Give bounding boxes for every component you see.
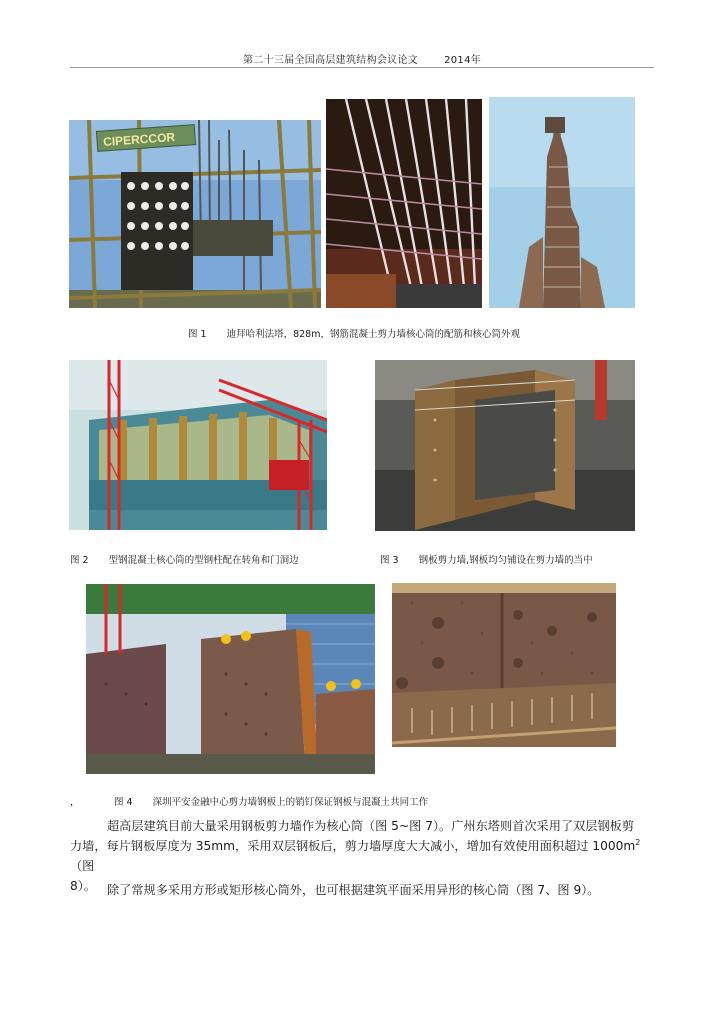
- fig1-sign-text: CIPERCCOR: [102, 129, 176, 149]
- fig4-photo-plate-studs: [392, 583, 616, 747]
- fig3-caption: [380, 552, 593, 566]
- fig3-number: 图 3: [380, 555, 399, 566]
- p1-text-c: （图: [70, 859, 95, 873]
- fig4-number: 图 4: [114, 797, 133, 808]
- fig1-photo-rebar-core: [69, 120, 321, 308]
- paragraph-2: [70, 880, 656, 900]
- fig2-caption: [70, 552, 299, 566]
- fig2-photo-core-construction: [69, 360, 327, 530]
- fig4-caption-text: 深圳平安金融中心剪力墙钢板上的销钉保证钢板与混凝土共同工作: [152, 797, 429, 808]
- fig1-photo-tower: [489, 97, 635, 308]
- fig1-caption-text: 迪拜哈利法塔，828m，钢筋混凝土剪力墙核心筒的配筋和核心筒外观: [226, 329, 520, 340]
- fig4-prefix: ，: [70, 797, 80, 808]
- p1-text-b: 力墙，每片钢板厚度为 35mm，采用双层钢板后，剪力墙厚度大大减小，增加有效使用面积超过 1000m: [70, 839, 636, 853]
- p1-text-d: 8）。: [70, 879, 97, 893]
- p1-superscript: 2: [635, 837, 641, 847]
- header-title: 第二十三届全国高层建筑结构会议论文: [242, 55, 419, 66]
- fig1-photo-rebar-cage: [326, 99, 482, 308]
- header-year: 2014年: [444, 55, 482, 66]
- fig1-number: 图 1: [188, 329, 207, 340]
- p1-text-a: 超高层建筑目前大量采用钢板剪力墙作为核心筒（图 5~图 7）。广州东塔则首次采用了双层钢板剪: [107, 819, 635, 833]
- fig2-number: 图 2: [70, 555, 89, 566]
- p2-text: 除了常规多采用方形或矩形核心筒外，也可根据建筑平面采用异形的核心筒（图 7、图 9）。: [107, 883, 600, 897]
- paragraph-1-line-2: [70, 836, 656, 876]
- fig2-caption-text: 型钢混凝土核心筒的型钢柱配在转角和门洞边: [108, 555, 299, 566]
- fig4-photo-steel-walls-site: [86, 584, 375, 774]
- running-header: [0, 51, 724, 66]
- fig1-caption: [188, 326, 520, 340]
- fig3-photo-steel-plate-wall: [375, 360, 635, 531]
- fig4-caption: [70, 794, 428, 808]
- paragraph-1-line-1: [70, 816, 656, 836]
- header-rule: [70, 67, 654, 68]
- fig3-caption-text: 钢板剪力墙,钢板均匀铺设在剪力墙的当中: [418, 555, 593, 566]
